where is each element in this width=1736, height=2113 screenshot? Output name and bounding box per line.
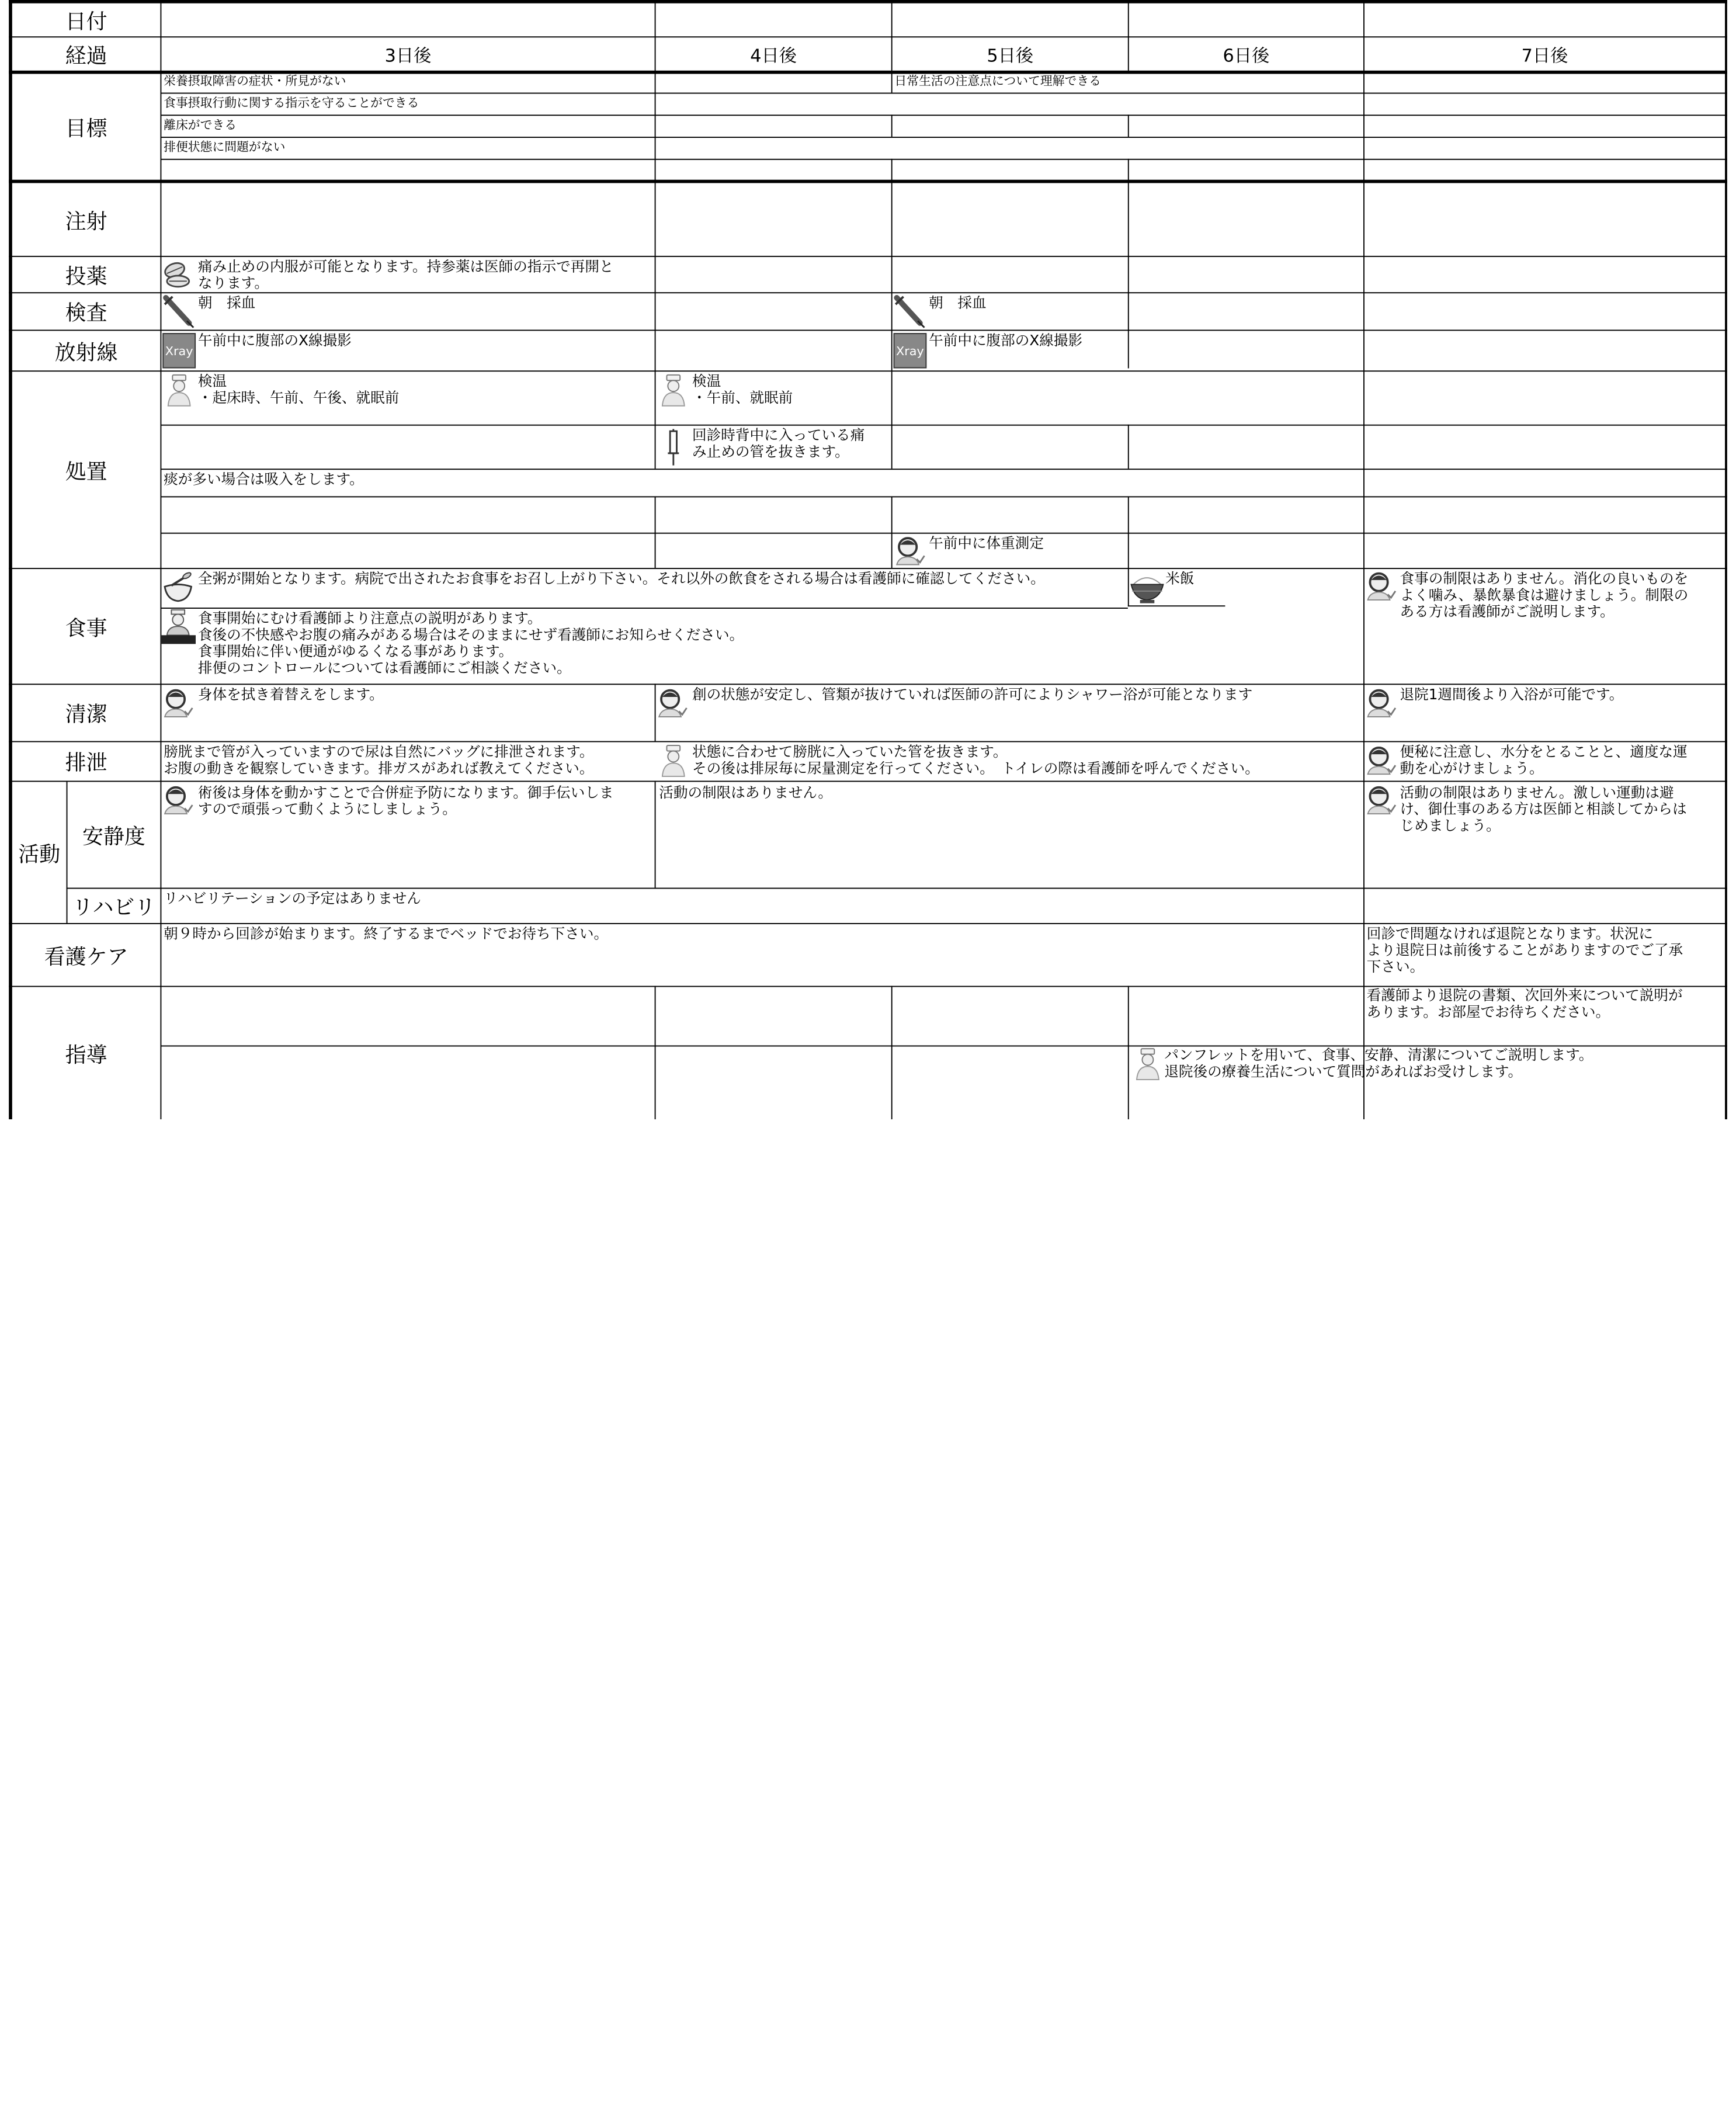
meals-rice-day6: 米飯 [1165, 571, 1195, 588]
meals-porridge: 全粥が開始となります。病院で出されたお食事をお召し上がり下さい。それ以外の飲食をされる場合は看護師に確認してください。 [197, 571, 1045, 588]
goal-nutrition: 栄養摂取障害の症状・所見がない [164, 74, 346, 89]
goal-bowel: 排便状態に問題がない [164, 140, 286, 155]
goal-daily-life: 日常生活の注意点について理解できる [894, 74, 1102, 89]
row-label-injection: 注射 [65, 209, 107, 234]
nurse-icon [659, 743, 688, 778]
nurse-icon [1366, 570, 1397, 601]
syringe-icon [162, 294, 196, 329]
nurse-icon [1133, 1047, 1162, 1081]
rice-bowl-icon [1129, 569, 1165, 605]
row-label-treatment: 処置 [65, 459, 107, 484]
row-label-date: 日付 [65, 9, 107, 34]
pill-icon [162, 259, 196, 290]
row-label-guidance: 指導 [65, 1042, 107, 1067]
guidance-day7: 看護師より退院の書類、次回外来について説明が あります。お部屋でお待ちください。 [1366, 988, 1683, 1021]
day-header-7: 7日後 [1521, 44, 1568, 66]
radiology-day3: 午前中に腹部のX線撮影 [197, 333, 352, 350]
nurse-icon [1366, 784, 1397, 815]
nurse-counter-icon [161, 609, 196, 644]
porridge-bowl-icon [162, 571, 193, 605]
hygiene-day7: 退院1週間後より入浴が可能です。 [1400, 687, 1624, 704]
meals-day7: 食事の制限はありません。消化の良いものを よく噛み、暴飲暴食は避けましょう。制限の ある方は看護師がご説明します。 [1400, 571, 1689, 621]
treatment-temp-day3: 検温 ・起床時、午前、午後、就眠前 [197, 373, 400, 407]
nurse-icon [1366, 687, 1397, 718]
nurse-icon [165, 374, 193, 407]
row-label-medication: 投薬 [65, 264, 107, 289]
row-label-nursing: 看護ケア [44, 944, 129, 969]
excretion-day7: 便秘に注意し、水分をとることと、適度な運 動を心がけましょう。 [1400, 744, 1688, 778]
tests-day5: 朝 採血 [929, 295, 987, 313]
row-label-hygiene: 清潔 [65, 702, 107, 727]
syringe-icon [894, 294, 927, 329]
rest-day4: 活動の制限はありません。 [659, 785, 833, 802]
treatment-suction: 痰が多い場合は吸入をします。 [164, 471, 364, 489]
day-header-3: 3日後 [384, 44, 432, 66]
day-header-4: 4日後 [750, 44, 797, 66]
row-label-tests: 検査 [65, 301, 107, 325]
xray-icon: Xray [894, 333, 927, 368]
catheter-icon [665, 429, 682, 466]
rest-day3: 術後は身体を動かすことで合併症予防になります。御手伝いしま すので頑張って動くようにしましょう。 [197, 785, 614, 818]
row-label-progress: 経過 [65, 43, 107, 68]
day-header-5: 5日後 [987, 44, 1034, 66]
hygiene-day4: 創の状態が安定し、管類が抜けていれば医師の許可によりシャワー浴が可能となります [692, 687, 1253, 704]
nurse-icon [894, 535, 925, 566]
row-label-activity: 活動 [18, 842, 61, 866]
rehab-text: リハビリテーションの予定はありません [164, 891, 421, 908]
hygiene-day3: 身体を拭き着替えをします。 [197, 687, 384, 704]
nurse-icon [659, 374, 688, 407]
nurse-icon [162, 687, 193, 718]
guidance-pamphlet: パンフレットを用いて、食事、安静、清潔についてご説明します。 退院後の療養生活について質問があればお受けします。 [1164, 1047, 1593, 1081]
nursing-day7: 回診で問題なければ退院となります。状況に より退院日は前後することがありますのでご了承 下さい。 [1366, 926, 1683, 976]
row-label-goals: 目標 [65, 116, 107, 141]
treatment-weight-day5: 午前中に体重測定 [929, 536, 1044, 553]
goal-ambulation: 離床ができる [164, 117, 237, 133]
row-label-rehab: リハビリ [72, 895, 156, 920]
excretion-day4: 状態に合わせて膀胱に入っていた管を抜きます。 その後は排尿毎に尿量測定を行ってください。 トイレの際は看護師を呼んでください。 [692, 744, 1259, 778]
treatment-temp-day4: 検温 ・午前、就眠前 [692, 373, 793, 407]
tests-day3: 朝 採血 [197, 295, 256, 313]
medication-day3: 痛み止めの内服が可能となります。持参薬は医師の指示で再開と なります。 [197, 259, 614, 293]
rest-day7: 活動の制限はありません。激しい運動は避 け、御仕事のある方は医師と相談してからは じめましょう。 [1400, 785, 1687, 835]
row-label-excretion: 排泄 [65, 751, 107, 776]
nursing-rounds: 朝９時から回診が始まります。終了するまでベッドでお待ち下さい。 [164, 926, 609, 943]
nurse-icon [657, 687, 688, 718]
xray-icon: Xray [162, 333, 196, 368]
meals-instructions: 食事開始にむけ看護師より注意点の説明があります。 食後の不快感やお腹の痛みがある場合はそのままにせず看護師にお知らせください。 食事開始に伴い便通がゆるくなる事があります。 排便のコントロールについては看護師にご相談ください。 [197, 610, 744, 678]
row-label-meals: 食事 [65, 616, 107, 640]
row-label-rest: 安静度 [82, 824, 145, 849]
nurse-icon [1366, 744, 1397, 775]
excretion-day3: 膀胱まで管が入っていますので尿は自然にバッグに排泄されます。 お腹の動きを観察していきます。排ガスがあれば教えてください。 [164, 744, 594, 778]
treatment-catheter-day4: 回診時背中に入っている痛 み止めの管を抜きます。 [692, 428, 865, 462]
nurse-icon [162, 784, 193, 815]
goal-diet-rules: 食事摂取行動に関する指示を守ることができる [164, 96, 419, 110]
day-header-6: 6日後 [1223, 44, 1270, 66]
radiology-day5: 午前中に腹部のX線撮影 [929, 333, 1083, 350]
row-label-radiology: 放射線 [54, 340, 118, 365]
